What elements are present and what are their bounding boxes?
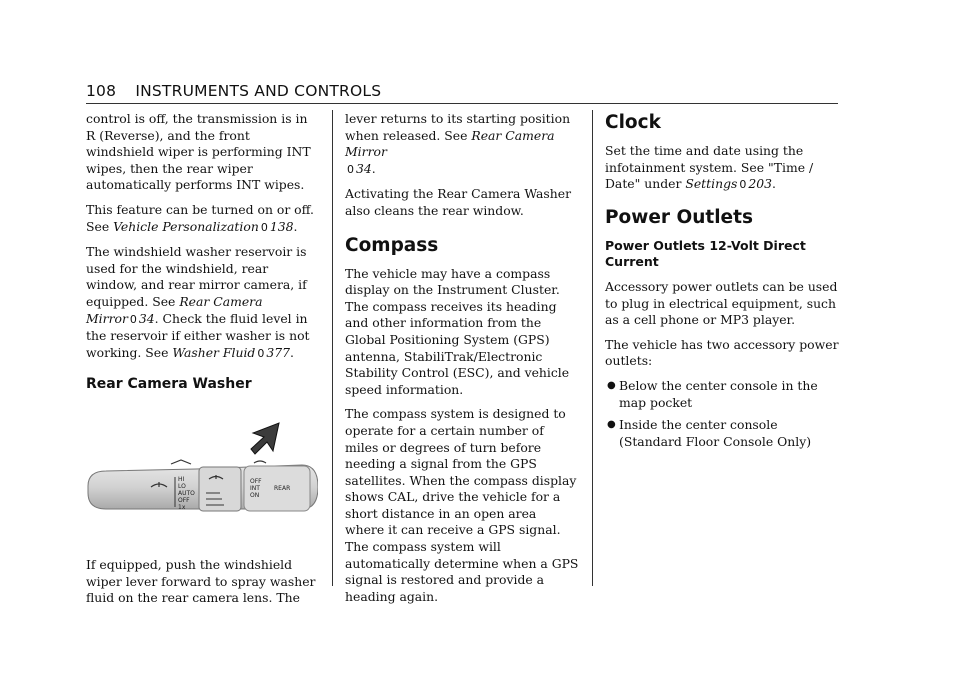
bullet-icon: ● [607, 419, 616, 431]
lever-label-lo: LO [178, 482, 186, 490]
subsection-heading: Power Outlets 12-Volt Direct Current [605, 237, 806, 270]
text: The windshield washer reservoir is used for the windshield, rear window, and rear mirror camera, if equipped. See [86, 244, 307, 309]
lever-label-off: OFF [250, 477, 262, 485]
lever-label-int: INT [250, 484, 260, 492]
page-number: 108 [86, 82, 117, 100]
header-rule [86, 103, 838, 104]
paragraph [605, 143, 839, 194]
page-ref[interactable]: 203 [748, 176, 773, 192]
xref-rear-camera-mirror[interactable]: Rear Camera Mirror [345, 127, 555, 160]
xref-settings[interactable]: Settings [685, 176, 738, 192]
column-3 [605, 111, 839, 456]
column-1 [86, 111, 320, 615]
page-ref[interactable]: 377 [266, 344, 291, 360]
section-heading: Power Outlets [605, 206, 753, 228]
page-ref[interactable]: 34 [356, 160, 372, 176]
paragraph [86, 202, 320, 236]
page-ref-icon: 0 [347, 162, 354, 176]
column-divider-2 [592, 110, 593, 586]
section-title: INSTRUMENTS AND CONTROLS [135, 82, 382, 100]
section-heading: Compass [345, 234, 439, 256]
list-item-text: Inside the center console (Standard Floor Console Only) [619, 417, 812, 449]
list-item [605, 417, 839, 450]
paragraph: The vehicle may have a compass display on the Instrument Cluster. The compass receives its heading and other information from the Global Positioning System (GPS) antenna, StabiliTrak/Electronic Stability Control (ESC), and vehicle speed information. [345, 265, 570, 397]
text: . Check the fluid level in the reservoir if either washer is not working. See [86, 310, 310, 360]
lever-label-hi: HI [178, 475, 185, 483]
page-ref-icon: 0 [260, 220, 268, 234]
column-2 [345, 111, 579, 613]
paragraph: control is off, the transmission is in R (Reverse), and the front windshield wiper is performing INT wipes, then the rear wiper automatically performs INT wipes. [86, 111, 311, 193]
text: . [290, 344, 294, 360]
text: . [293, 218, 298, 234]
text: . [772, 176, 776, 192]
xref-washer-fluid[interactable]: Washer Fluid [172, 344, 256, 360]
lever-label-auto: AUTO [178, 489, 195, 497]
section-heading: Clock [605, 112, 661, 133]
wiper-lever-illustration [86, 401, 318, 551]
paragraph: Activating the Rear Camera Washer also cleans the rear window. [345, 186, 571, 218]
page-ref[interactable]: 138 [269, 218, 294, 234]
lever-label-rear: REAR [274, 484, 291, 492]
bullet-icon: ● [607, 379, 616, 391]
xref-rear-camera-mirror[interactable]: Rear Camera Mirror [86, 293, 263, 326]
paragraph: If equipped, push the windshield wiper lever forward to spray washer fluid on the rear camera lens. The [86, 556, 316, 606]
text: Set the time and date using the infotainment system. See "Time / Date" under [605, 143, 814, 192]
rotary-band [199, 467, 241, 511]
list-item [605, 378, 839, 411]
bullet-list [605, 378, 839, 450]
section-heading: Rear Camera Washer [86, 376, 252, 393]
paragraph: The vehicle has two accessory power outlets: [605, 336, 839, 369]
column-divider-1 [332, 110, 333, 586]
lever-label-off: OFF [178, 496, 190, 504]
lever-label-1x: 1x [178, 503, 186, 511]
text: This feature can be turned on or off. See [86, 201, 314, 234]
text: lever returns to its starting position when released. See [345, 111, 571, 143]
paragraph [86, 244, 320, 362]
lever-label-on: ON [250, 491, 260, 499]
page-ref-icon: 0 [257, 346, 265, 360]
xref-vehicle-personalization[interactable]: Vehicle Personalization [113, 218, 259, 234]
paragraph: The compass system is designed to operate for a certain number of miles or degrees of turn before needing a signal from the GPS satellites. When the compass display shows CAL, drive the vehicle for a short distance in an open area where it can receive a GPS signal. The compass system will automatically determine when a GPS signal is restored and provide a heading again. [345, 406, 579, 604]
paragraph [345, 111, 579, 178]
page-ref-icon: 0 [739, 178, 747, 192]
paragraph: Accessory power outlets can be used to plug in electrical equipment, such as a cell phone or MP3 player. [605, 278, 838, 328]
page-ref-icon: 0 [129, 312, 137, 326]
push-arrow-icon [251, 423, 279, 454]
page-ref[interactable]: 34 [138, 310, 155, 326]
list-item-text: Below the center console in the map pocket [619, 377, 818, 410]
text: . [371, 160, 376, 176]
